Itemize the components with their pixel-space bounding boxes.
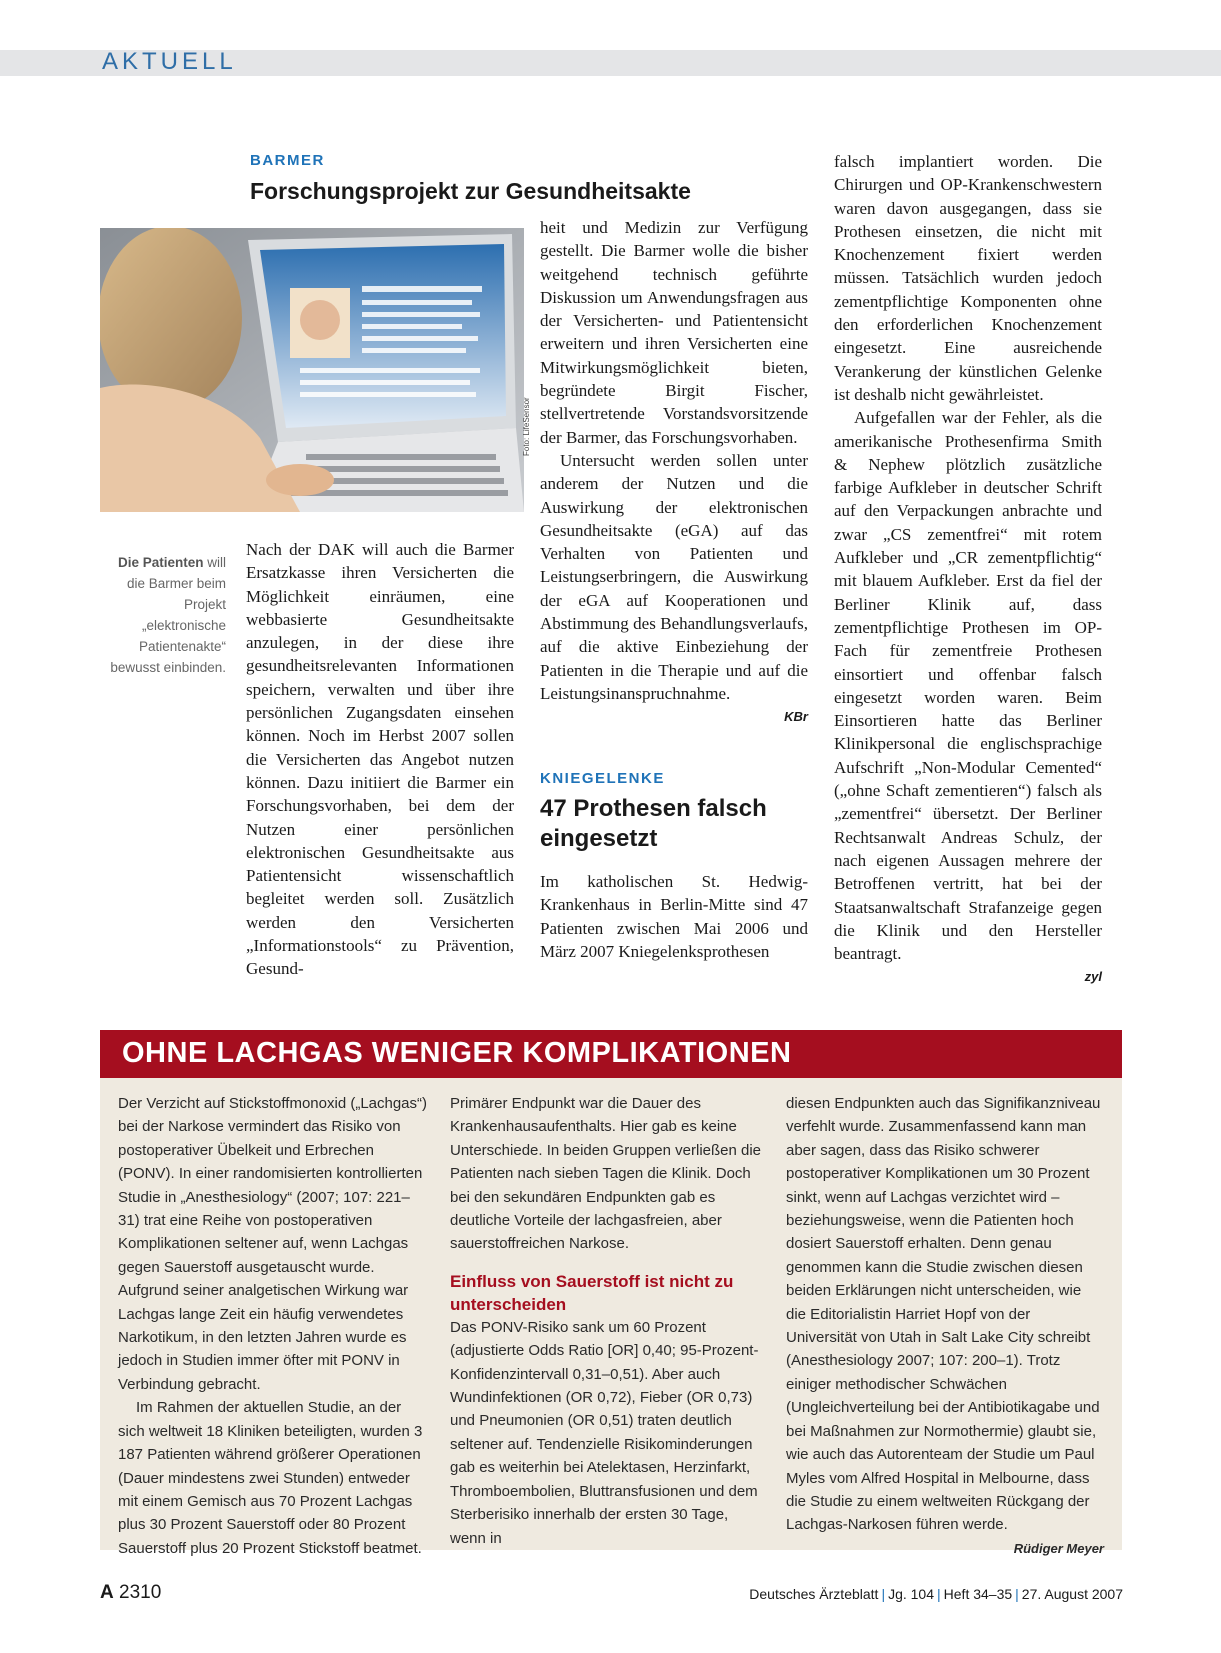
section-label: AKTUELL — [102, 48, 237, 75]
article2-kicker: KNIEGELENKE — [540, 770, 665, 787]
box-subheading: Einfluss von Sauerstoff ist nicht zu unterscheiden — [450, 1271, 734, 1314]
photo-caption — [100, 552, 226, 678]
article2-title — [540, 794, 767, 854]
article1-photo — [100, 228, 524, 512]
article2-column1 — [540, 870, 808, 963]
separator: | — [937, 1586, 941, 1602]
journal-name: Deutsches Ärzteblatt — [749, 1586, 879, 1602]
article2-paragraph: Im katholischen St. Hedwig-Krankenhaus in Berlin-Mitte sind 47 Patienten zwischen Mai 2006 und März 2007 Kniegelenksprothesen — [540, 872, 808, 961]
article1-column2 — [540, 216, 808, 729]
journal-volume: Jg. 104 — [888, 1586, 935, 1602]
box-column1 — [118, 1092, 428, 1560]
box-column2 — [450, 1092, 762, 1550]
separator: | — [881, 1586, 886, 1602]
article2-paragraph: Aufgefallen war der Fehler, als die amerikanische Prothesenfirma Smith & Nephew plötzlich zusätzliche farbige Aufkleber in deutscher Schrift auf den Verpackungen anbrachte und zwar „CS zementfrei“ mit rotem Aufkleber und „CR zementpflichtig“ mit blauem Aufkleber. Erst da fiel der Berliner Klinik auf, dass zementpflichtige Prothesen im OP-Fach für zementfreie Prothesen einsortiert und offenbar falsch eingesetzt worden waren. Beim Einsortieren hatte das Berliner Klinikpersonal die englischsprachige Aufschrift „Non-Modular Cemented“ („ohne Schaft zementieren“) falsch als „zementfrei“ übersetzt. Der Berliner Rechtsanwalt Andreas Schulz, der nach eigenen Aussagen mehrere der Betroffenen vertritt, hat bei der Staatsanwaltschaft Strafanzeige gegen die Klinik und den Hersteller beantragt. — [834, 408, 1102, 964]
info-box-title: OHNE LACHGAS WENIGER KOMPLIKATIONEN — [122, 1037, 792, 1069]
article1-column1 — [246, 538, 514, 981]
article2-signature: zyl — [1084, 969, 1102, 985]
box-paragraph: Das PONV-Risiko sank um 60 Prozent (adjustierte Odds Ratio [OR] 0,40; 95-Prozent-Konfidenzintervall 0,31–0,51). Aber auch Wundinfektionen (OR 0,72), Fieber (OR 0,73) und Pneumonien (OR 0,51) traten deutlich seltener auf. Tendenzielle Risikominderungen gab es weiterhin bei Atelektasen, Herzinfarkt, Thromboembolien, Bluttransfusionen und dem Sterberisiko innerhalb der ersten 30 Tage, wenn in — [450, 1318, 759, 1547]
article2-column2 — [834, 150, 1102, 989]
box-paragraph: Primärer Endpunkt war die Dauer des Krankenhausaufenthalts. Hier gab es keine Unterschiede. In beiden Gruppen verließen die Patienten nach sieben Tagen die Klinik. Doch bei den sekundären Endpunkten gab es deutliche Vorteile der lachgasfreien, aber sauerstoffreichen Narkose. — [450, 1095, 762, 1253]
page-number — [100, 1582, 161, 1604]
journal-issue: Heft 34–35 — [943, 1586, 1013, 1602]
article1-paragraph: heit und Medizin zur Verfügung gestellt. Die Barmer wolle die bisher weitgehend technisch geführte Diskussion um Anwendungsfragen aus der Versicherten- und Patientensicht erweitern und ihren Versicherten eine Mitwirkungsmöglichkeit bieten, begründete Birgit Fischer, stellvertretende Vorstandsvorsitzende der Barmer, das Forschungsvorhaben. — [540, 218, 808, 447]
box-paragraph: Der Verzicht auf Stickstoffmonoxid („Lachgas“) bei der Narkose vermindert das Risiko von postoperativer Übelkeit und Erbrechen (PONV). In einer randomisierten kontrollierten Studie in „Anesthesiology“ (2007; 107: 221–31) trat eine Reihe von postoperativen Komplikationen seltener auf, wenn Lachgas gegen Sauerstoff ausgetauscht wurde. Aufgrund seiner analgetischen Wirkung war Lachgas lange Zeit ein häufig verwendetes Narkotikum, in den letzten Jahren wurde es jedoch in Studien immer öfter mit PONV in Verbindung gebracht. — [118, 1095, 428, 1393]
caption-lead: Die Patienten — [117, 555, 204, 570]
separator: | — [1015, 1586, 1019, 1602]
journal-info — [749, 1586, 1123, 1602]
article2-paragraph: falsch implantiert worden. Die Chirurgen und OP-Krankenschwestern waren davon ausgegangen, dass sie Prothesen einsetzen, die nicht mit Knochenzement fixiert werden müssen. Tatsächlich wurden jedoch zementpflichtige Komponenten ohne den erforderlichen Knochenzement eingesetzt. Eine ausreichende Verankerung der künstlichen Gelenke ist deshalb nicht gewährleistet. — [834, 152, 1102, 404]
page-prefix: A — [100, 1582, 114, 1603]
article1-signature: KBr — [784, 709, 808, 725]
article1-paragraph: Nach der DAK will auch die Barmer Ersatzkasse ihren Versicherten die Möglichkeit einräumen, eine webbasierte Gesundheitsakte anzulegen, in der diese ihre gesundheitsrelevanten Informationen speichern, verwalten und über ihre persönlichen Zugangsdaten einsehen können. Noch im Herbst 2007 sollen die Versicherten das Angebot nutzen können. Dazu initiiert die Barmer ein Forschungsvorhaben, bei dem der Nutzen einer persönlichen elektronischen Gesundheitsakte aus Patientensicht wissenschaftlich begleitet werden soll. Zusätzlich werden den Versicherten „Informationstools“ zu Prävention, Gesund- — [246, 540, 514, 979]
box-signature: Rüdiger Meyer — [1013, 1540, 1104, 1556]
article1-paragraph: Untersucht werden sollen unter anderem der Nutzen und die Auswirkung der elektronischen Gesundheitsakte (eGA) auf das Verhalten von Patienten und Leistungserbringern, die Auswirkung der eGA auf Kooperationen und Abstimmung des Behandlungsverlaufs, auf die aktive Einbeziehung der Patienten in die Therapie und auf die Leistungsinanspruchnahme. — [540, 450, 808, 703]
box-paragraph: diesen Endpunkten auch das Signifikanzniveau verfehlt wurde. Zusammenfassend kann man aber sagen, dass das Risiko schwerer postoperativer Komplikationen um 30 Prozent sinkt, wenn auf Lachgas verzichtet wird – beziehungsweise, wenn die Patienten hoch dosiert Sauerstoff erhalten. Denn genau genommen kann die Studie zwischen diesen beiden Erklärungen nicht unterscheiden, wie die Editorialistin Harriet Hopf von der Universität von Utah in Salt Lake City schreibt (Anesthesiology 2007; 107: 200–1). Trotz einiger methodischer Schwächen (Ungleichverteilung bei der Antibiotikagabe und bei Maßnahmen zur Normothermie) glaubt sie, wie auch das Autorenteam der Studie um Paul Myles vom Alfred Hospital in Melbourne, dass die Studie zu einem weltweiten Rückgang der Lachgas-Narkosen führen werde. — [786, 1095, 1101, 1534]
article2-title-line2: eingesetzt — [540, 825, 658, 852]
page-number-value: 2310 — [119, 1582, 162, 1603]
caption-text: will die Barmer beim Projekt „elektronische Patientenakte“ bewusst einbinden. — [110, 555, 226, 675]
article1-kicker: BARMER — [250, 152, 325, 169]
photo-credit: Foto: LifeSensor — [522, 397, 531, 456]
box-column3 — [786, 1092, 1104, 1560]
article2-title-line1: 47 Prothesen falsch — [540, 795, 767, 822]
box-paragraph: Im Rahmen der aktuellen Studie, an der sich weltweit 18 Kliniken beteiligten, wurden 3 187 Patienten während größerer Operationen (Dauer mindestens zwei Stunden) entweder mit einem Gemisch aus 70 Prozent Lachgas plus 30 Prozent Sauerstoff oder 80 Prozent Sauerstoff plus 20 Prozent Stickstoff beatmet. — [118, 1399, 423, 1557]
journal-date: 27. August 2007 — [1021, 1586, 1123, 1602]
article1-title: Forschungsprojekt zur Gesundheitsakte — [250, 178, 691, 204]
